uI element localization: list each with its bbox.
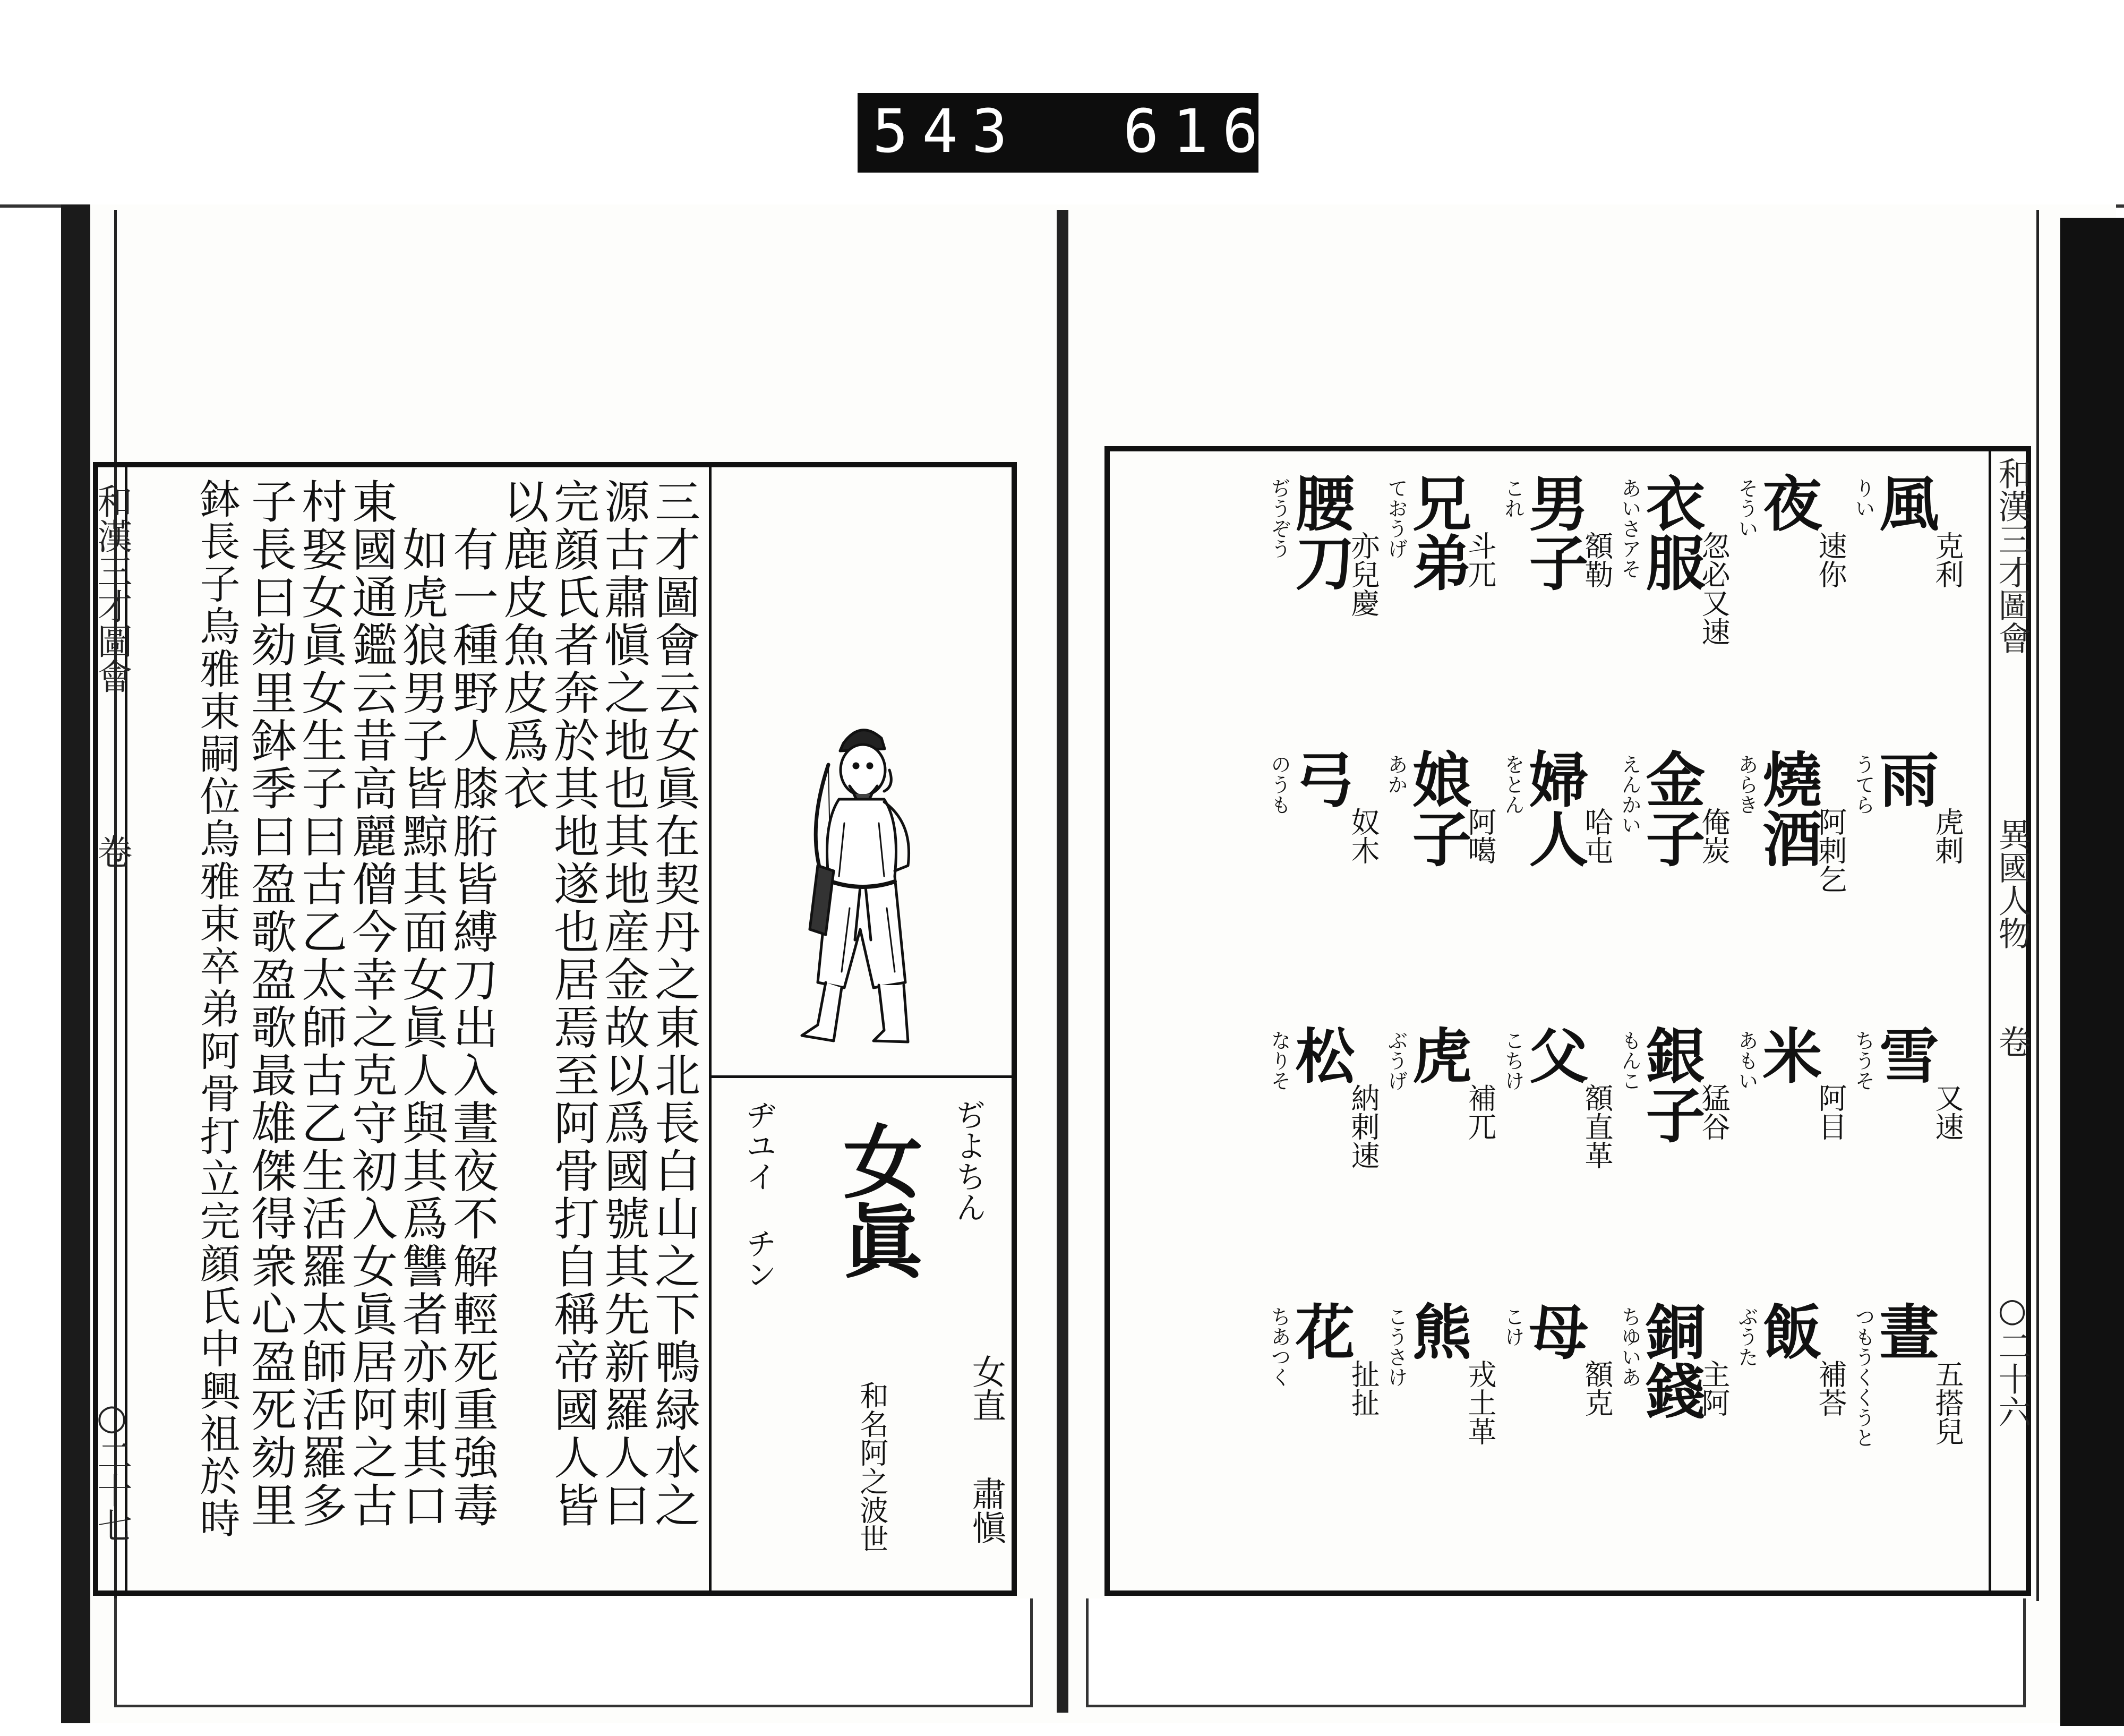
right-page-section: 異國人物 bbox=[1993, 818, 2032, 950]
vocab-entry: あもい 米 阿目 bbox=[1735, 1025, 1847, 1141]
vocab-entry: もんこ 銀子 猛谷 bbox=[1618, 1025, 1731, 1144]
book-gutter bbox=[1057, 210, 1068, 1713]
left-body-col-2: 源古肅愼之地也其地産金故以爲國號其先新羅人曰 bbox=[596, 478, 649, 1529]
vocab-entry: あか 娘子 阿噶 bbox=[1384, 749, 1497, 868]
left-body-col-7: 東國通鑑云昔高麗僧今幸之克守初入女眞居阿之古 bbox=[344, 478, 397, 1529]
vocab-entry: ぶうた 飯 補荅 bbox=[1735, 1301, 1847, 1417]
vocab-entry: こうさけ 熊 戎土革 bbox=[1384, 1301, 1497, 1446]
label-divider bbox=[709, 1075, 1012, 1078]
plate-right-number: 616. bbox=[1123, 97, 1322, 166]
left-body-col-1: 三才圖會云女眞在契丹之東北長白山之下鴨緑水之 bbox=[647, 478, 700, 1529]
vocab-entry: そうい 夜 速你 bbox=[1735, 473, 1847, 588]
right-page-bottom bbox=[1086, 1598, 2026, 1707]
left-book-edge bbox=[61, 204, 90, 1723]
plate-left-number: 543 bbox=[872, 97, 1022, 166]
vocab-entry: こけ 母 額克 bbox=[1501, 1301, 1614, 1417]
vocab-entry: あいさアそ 衣服 忽必又速 bbox=[1618, 473, 1731, 646]
vocab-entry: あらき 燒酒 阿剌乞 bbox=[1735, 749, 1847, 893]
illustration-divider bbox=[709, 467, 712, 1590]
vocab-entry: ぢうぞう 腰刀 亦兒慶 bbox=[1267, 473, 1380, 617]
vocab-entry: りい 風 克利 bbox=[1852, 473, 1964, 588]
vocab-entry: ちうそ 雪 又速 bbox=[1852, 1025, 1964, 1141]
left-page-bottom bbox=[114, 1598, 1033, 1707]
vocab-entry: えんかい 金子 俺炭 bbox=[1618, 749, 1731, 868]
vocab-entry: これ 男子 額勒 bbox=[1501, 473, 1614, 592]
vocab-entry: なりそ 松 納剌速 bbox=[1267, 1025, 1380, 1169]
catalog-number-plate bbox=[858, 93, 1322, 173]
left-body-col-4: 以鹿皮魚皮爲衣 bbox=[495, 478, 549, 813]
vocab-entry: をとん 婦人 哈屯 bbox=[1501, 749, 1614, 868]
left-body-col-9: 子長曰劾里鉢季曰盈歌盈歌最雄傑得衆心盈死劾里 bbox=[243, 478, 296, 1529]
vocab-entry: ちあつく 花 扯扯 bbox=[1267, 1301, 1380, 1417]
vocab-entry: つもうくくうと 晝 五搭兒 bbox=[1852, 1301, 1964, 1448]
entry-wamyo: 和名阿之波世 bbox=[855, 1381, 889, 1553]
left-body-col-3: 完顔氏者奔於其地遂也居焉至阿骨打自稱帝國人皆 bbox=[546, 478, 599, 1529]
right-page-volume: 卷 bbox=[1993, 1025, 2032, 1058]
entry-reading-hiragana: ぢよちん bbox=[950, 1099, 987, 1222]
left-body-col-6: 如虎狼男子皆黥其面女眞人與其爲讐者亦剌其口 bbox=[395, 526, 448, 1529]
right-page-folio: ○二十六 bbox=[1993, 1290, 2032, 1428]
vocab-entry: うてら 雨 虎剌 bbox=[1852, 749, 1964, 865]
vocab-entry: ぶうげ 虎 補兀 bbox=[1384, 1025, 1497, 1141]
right-book-edge bbox=[2060, 218, 2124, 1726]
left-body-col-8: 村娶女眞女生子曰古乙太師古乙生活羅太師活羅多 bbox=[294, 478, 347, 1529]
left-page-folio: ○二十七 bbox=[91, 1397, 132, 1543]
entry-reading-katakana: ヂユイ チン bbox=[741, 1099, 777, 1289]
right-page-frame bbox=[1104, 446, 2031, 1596]
jurchen-figure-illustration bbox=[781, 706, 950, 1062]
left-body-col-10: 鉢長子烏雅束嗣位烏雅束卒弟阿骨打立完顔氏中興祖於時 bbox=[193, 478, 241, 1540]
right-page-header: 和漢三才圖會 bbox=[1993, 457, 2032, 654]
vocab-entry: こちけ 父 額直革 bbox=[1501, 1025, 1614, 1169]
entry-title: 女眞 bbox=[829, 1121, 923, 1280]
left-page-header: 和漢三才圖會 bbox=[91, 483, 132, 694]
vocab-entry: のうも 弓 奴木 bbox=[1267, 749, 1380, 865]
left-body-col-5: 有一種野人膝胻皆縛刀出入晝夜不解輕死重強毒 bbox=[445, 526, 498, 1529]
entry-alt-name-2: 肅愼 bbox=[966, 1476, 1006, 1544]
right-header-rule bbox=[1989, 451, 1991, 1590]
entry-alt-name: 女直 bbox=[966, 1354, 1006, 1422]
vocab-entry: ておうげ 兄弟 斗兀 bbox=[1384, 473, 1497, 592]
left-page-section: 卷 bbox=[91, 834, 132, 869]
vocab-entry: ちゆいあ 銅錢 主阿 bbox=[1618, 1301, 1731, 1420]
